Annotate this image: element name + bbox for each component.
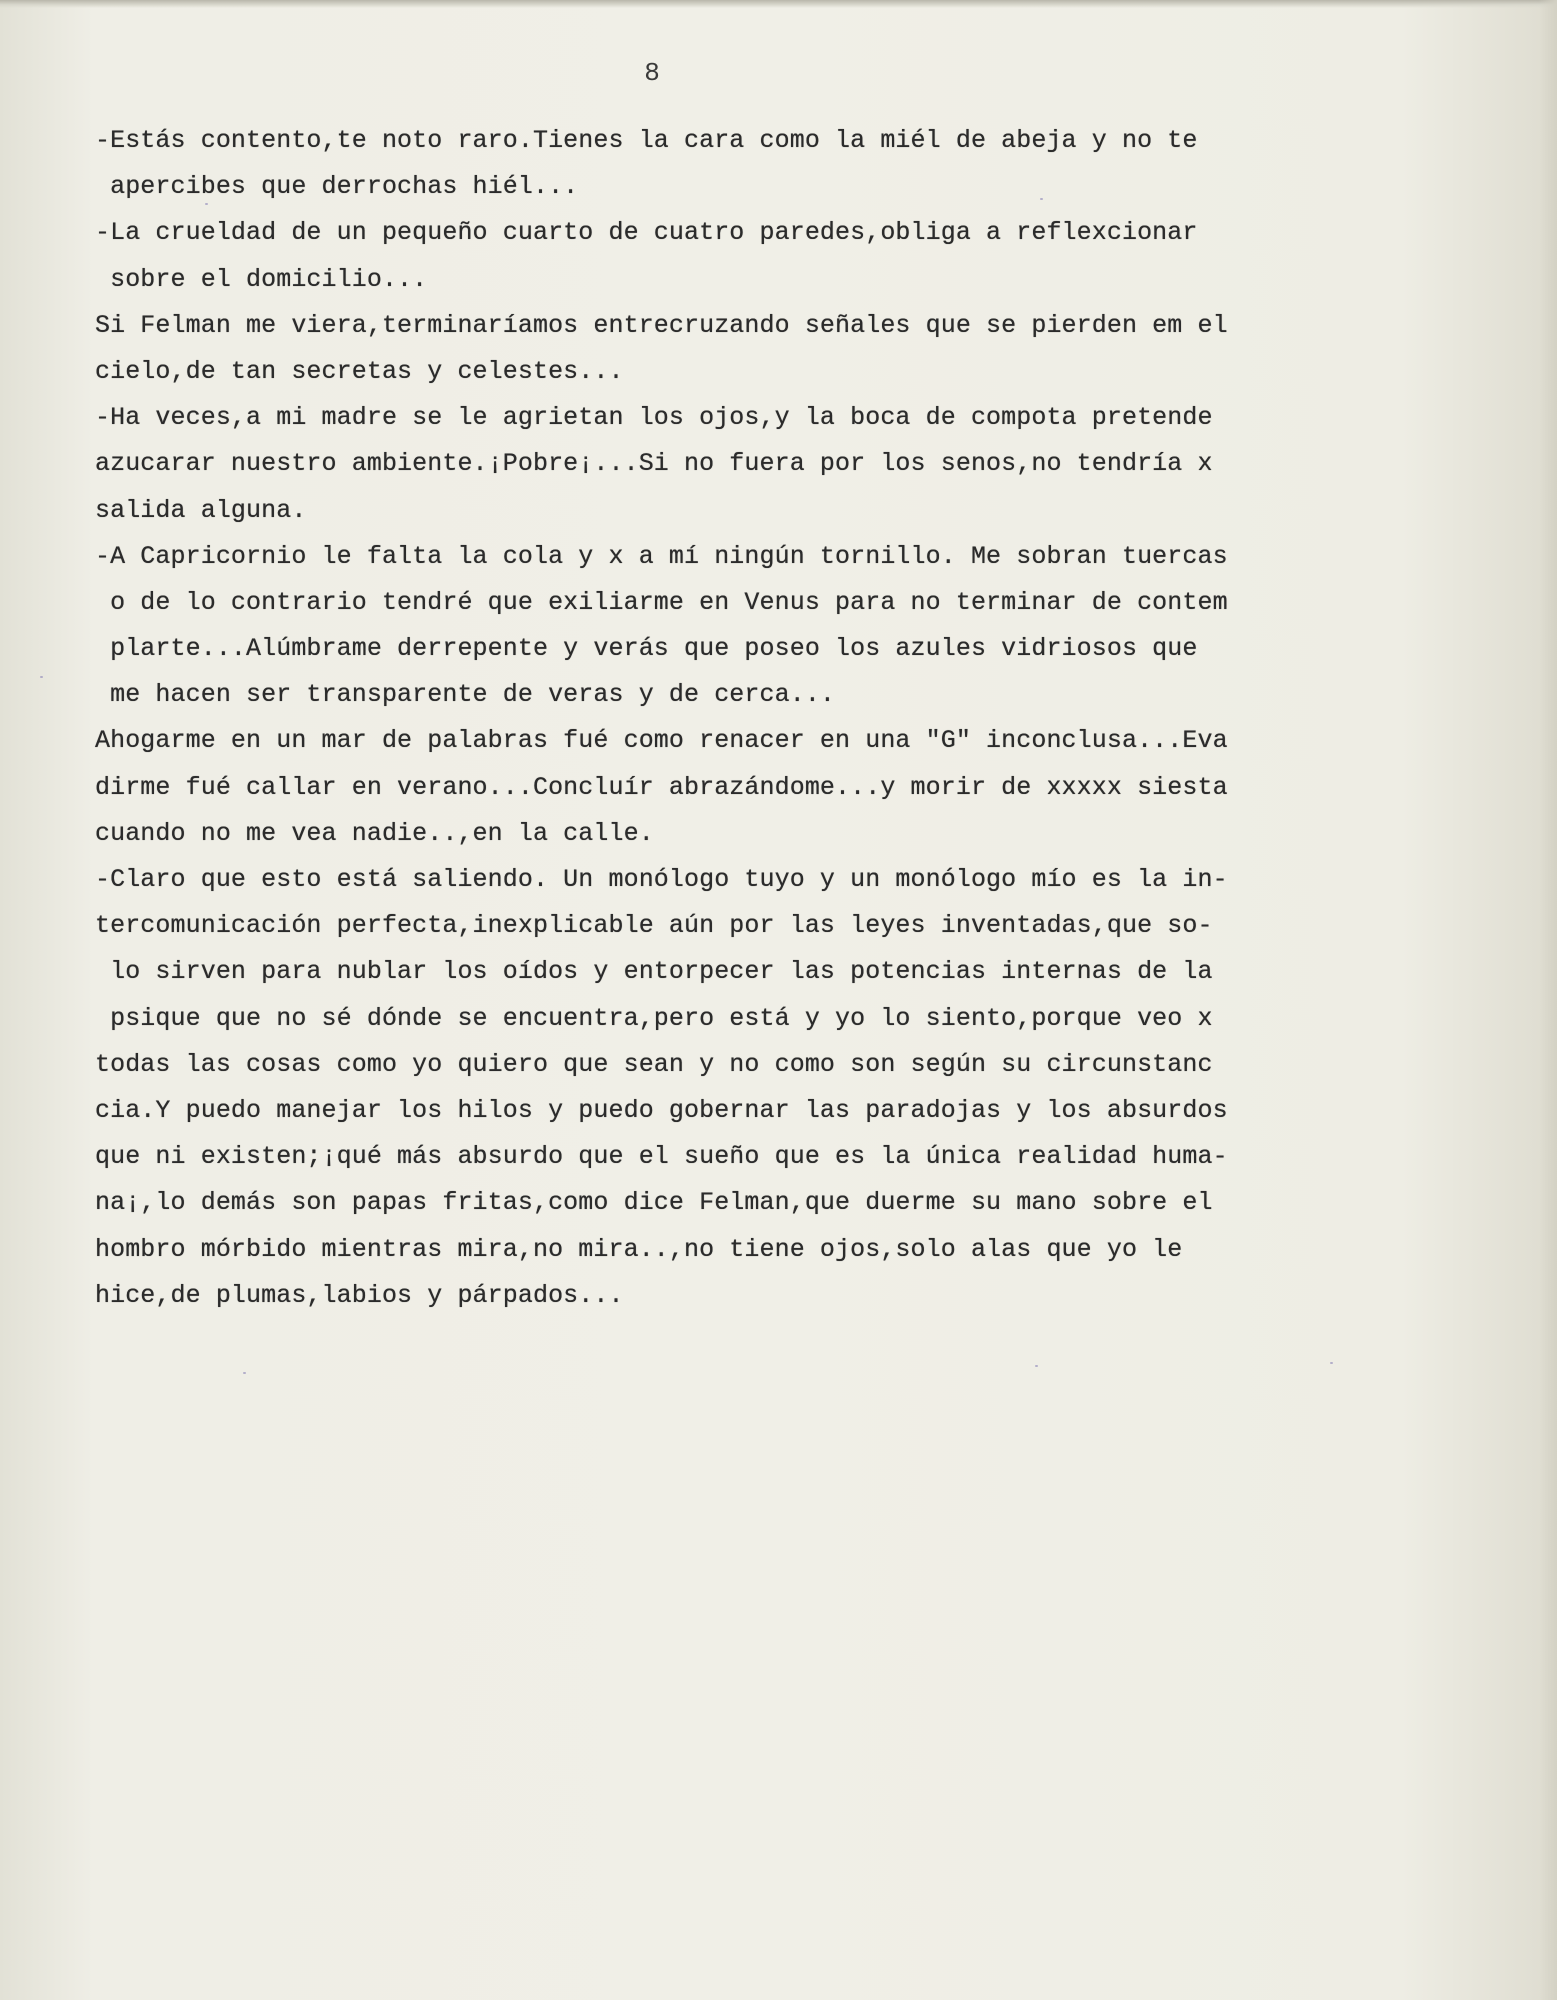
text-line: Si Felman me viera,terminaríamos entrecruzando señales que se pierden em el	[95, 310, 1228, 340]
text-line: hice,de plumas,labios y párpados...	[95, 1280, 624, 1310]
text-line: psique que no sé dónde se encuentra,pero está y yo lo siento,porque veo x	[95, 1003, 1213, 1033]
text-line: -La crueldad de un pequeño cuarto de cuatro paredes,obliga a reflexcionar	[95, 218, 1198, 248]
text-line: Ahogarme en un mar de palabras fué como renacer en una "G" inconclusa...Eva	[95, 726, 1228, 756]
text-line: -Claro que esto está saliendo. Un monólogo tuyo y un monólogo mío es la in-	[95, 865, 1228, 894]
text-line: hombro mórbido mientras mira,no mira..,no tiene ojos,solo alas que yo le	[95, 1234, 1183, 1264]
text-line: salida alguna.	[95, 495, 307, 525]
text-line: lo sirven para nublar los oídos y entorpecer las potencias internas de la	[95, 957, 1213, 987]
ink-speck	[1330, 1362, 1333, 1364]
text-line: todas las cosas como yo quiero que sean y no como son según su circunstanc	[95, 1049, 1213, 1079]
paper-right-edge	[1539, 0, 1557, 2000]
ink-speck	[205, 203, 208, 205]
text-line: -Estás contento,te noto raro.Tienes la cara como la miél de abeja y no te	[95, 126, 1198, 155]
text-line: -A Capricornio le falta la cola y x a mí ningún tornillo. Me sobran tuercas	[95, 541, 1228, 571]
text-line: -Ha veces,a mi madre se le agrietan los ojos,y la boca de compota pretende	[95, 403, 1213, 433]
text-line: o de lo contrario tendré que exiliarme en Venus para no terminar de contem	[95, 587, 1228, 617]
ink-speck	[1035, 1365, 1038, 1367]
typed-text-body	[95, 118, 1515, 1319]
text-line: que ni existen;¡qué más absurdo que el sueño que es la única realidad huma-	[95, 1142, 1228, 1172]
ink-speck	[243, 1372, 246, 1374]
text-line: azucarar nuestro ambiente.¡Pobre¡...Si no fuera por los senos,no tendría x	[95, 449, 1213, 479]
ink-speck	[1040, 198, 1043, 200]
text-line: apercibes que derrochas hiél...	[95, 172, 579, 202]
text-line: sobre el domicilio...	[95, 264, 428, 294]
text-line: na¡,lo demás son papas fritas,como dice Felman,que duerme su mano sobre el	[95, 1188, 1213, 1218]
text-line: me hacen ser transparente de veras y de cerca...	[95, 680, 836, 710]
page-number: 8	[644, 58, 660, 88]
text-line: cia.Y puedo manejar los hilos y puedo gobernar las paradojas y los absurdos	[95, 1095, 1228, 1125]
text-line: cielo,de tan secretas y celestes...	[95, 356, 624, 386]
text-line: dirme fué callar en verano...Concluír abrazándome...y morir de xxxxx siesta	[95, 772, 1228, 802]
text-line: plarte...Alúmbrame derrepente y verás que poseo los azules vidriosos que	[95, 634, 1198, 664]
text-line: cuando no me vea nadie..,en la calle.	[95, 818, 654, 848]
paper-top-edge	[0, 0, 1557, 8]
text-line: tercomunicación perfecta,inexplicable aún por las leyes inventadas,que so-	[95, 911, 1213, 941]
ink-speck	[40, 676, 43, 678]
